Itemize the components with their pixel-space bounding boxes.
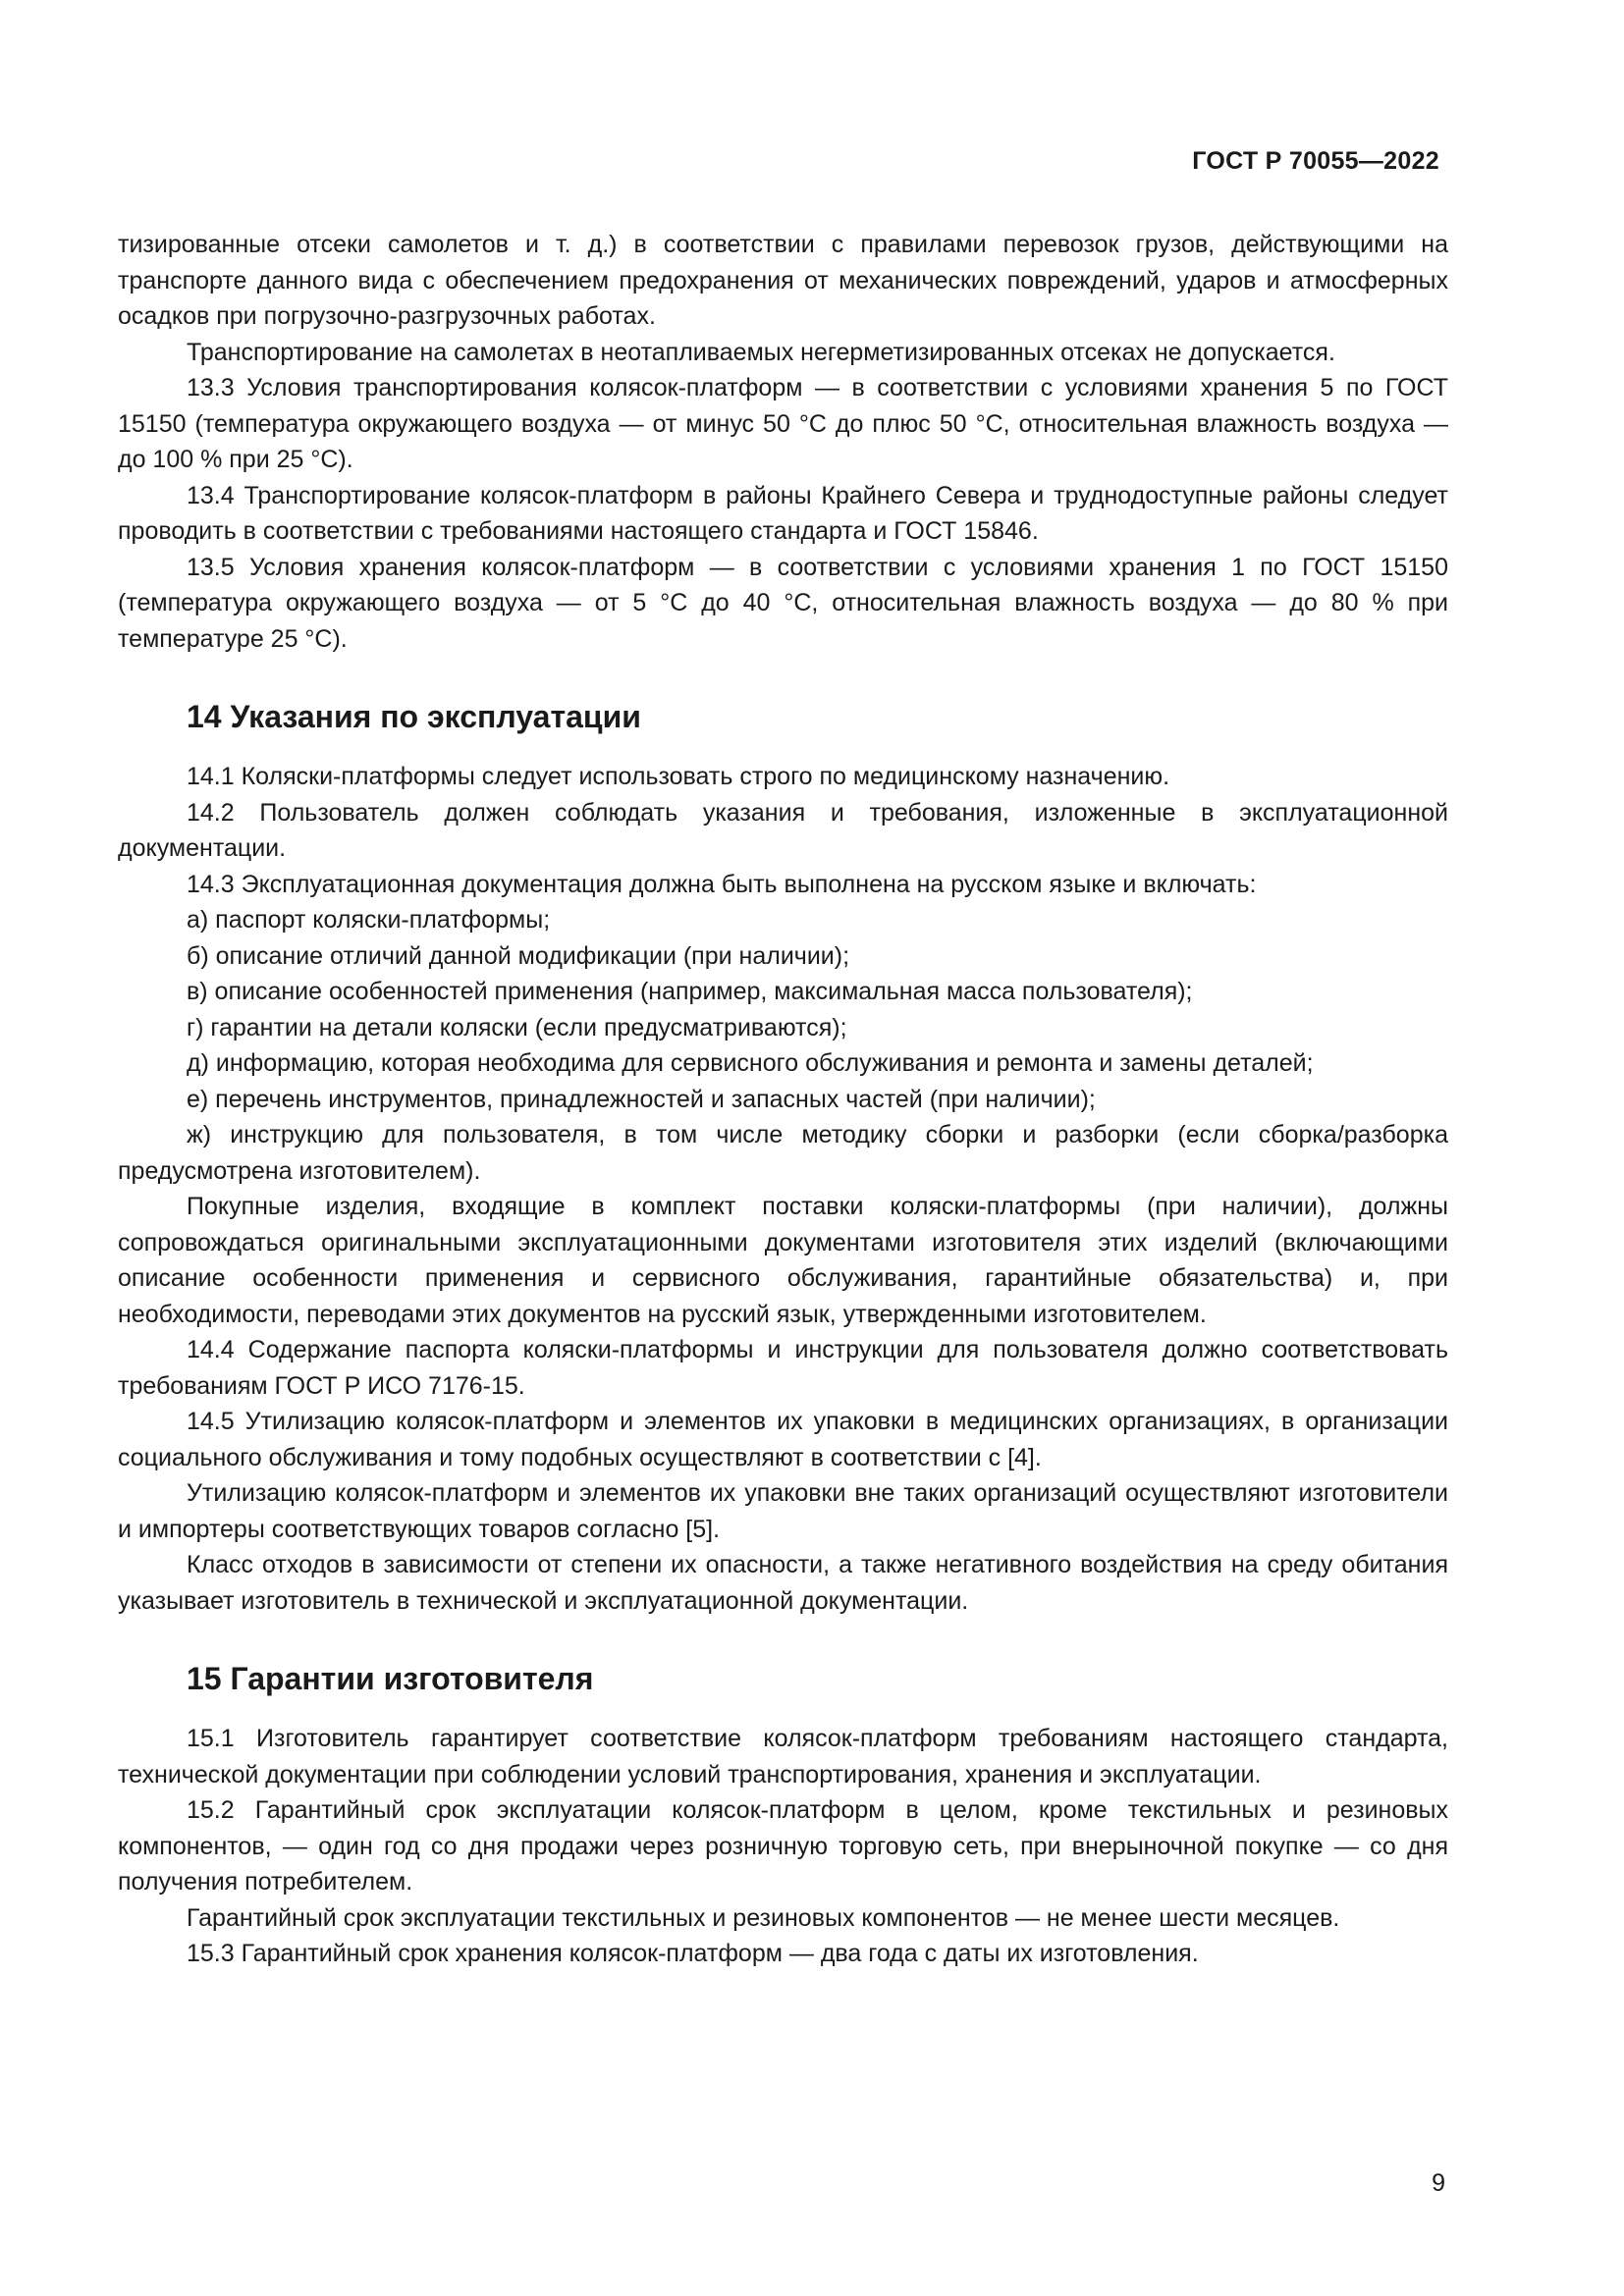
list-item-b: б) описание отличий данной модификации (при наличии); bbox=[187, 941, 850, 970]
page-body bbox=[118, 227, 1448, 1972]
clause-14-3: 14.3 Эксплуатационная документация должна быть выполнена на русском языке и включать: bbox=[187, 870, 1257, 898]
paragraph: Гарантийный срок эксплуатации текстильных и резиновых компонентов — не менее шести месяцев. bbox=[187, 1903, 1340, 1932]
clause-14-5: 14.5 Утилизацию колясок-платформ и элементов их упаковки в медицинских организациях, в организации социального обслуживания и тому подобных осуществляют в соответствии с [4]. bbox=[118, 1408, 1448, 1471]
clause-15-3: 15.3 Гарантийный срок хранения колясок-платформ — два года с даты их изготовления. bbox=[187, 1940, 1199, 1967]
list-item-v: в) описание особенностей применения (например, максимальная масса пользователя); bbox=[187, 978, 1193, 1005]
section-15-heading: 15 Гарантии изготовителя bbox=[187, 1661, 594, 1696]
paragraph: Класс отходов в зависимости от степени их опасности, а также негативного воздействия на среду обитания указывает изготовитель в технической и эксплуатационной документации. bbox=[118, 1551, 1448, 1615]
paragraph: Покупные изделия, входящие в комплект поставки коляски-платформы (при наличии), должны сопровождаться оригинальными эксплуатационными документами изготовителя этих изделий (включающими описание особенности применения и сервисного обслуживания, гарантийные обязательства) и, при необходимости, переводами этих документов на русский язык, утвержденными изготовителем. bbox=[118, 1193, 1448, 1328]
list-item-e: е) перечень инструментов, принадлежностей и запасных частей (при наличии); bbox=[187, 1085, 1096, 1113]
page-number: 9 bbox=[1432, 2169, 1445, 2197]
clause-14-1: 14.1 Коляски-платформы следует использовать строго по медицинскому назначению. bbox=[187, 763, 1170, 790]
list-item-a: а) паспорт коляски-платформы; bbox=[187, 906, 551, 934]
clause-13-5: 13.5 Условия хранения колясок-платформ — в соответствии с условиями хранения 1 по ГОСТ 15150 (температура окружающего воздуха — от 5 °С до 40 °С, относительная влажность воздуха — до 80 % при температуре 25 °С). bbox=[118, 553, 1448, 653]
paragraph: Транспортирование на самолетах в неотапливаемых негерметизированных отсеках не допускается. bbox=[187, 338, 1335, 366]
clause-14-4: 14.4 Содержание паспорта коляски-платформы и инструкции для пользователя должно соответствовать требованиям ГОСТ Р ИСО 7176-15. bbox=[118, 1336, 1448, 1400]
clause-15-1: 15.1 Изготовитель гарантирует соответствие колясок-платформ требованиям настоящего стандарта, технической документации при соблюдении условий транспортирования, хранения и эксплуатации. bbox=[118, 1725, 1448, 1789]
document-code: ГОСТ Р 70055—2022 bbox=[1192, 147, 1439, 175]
paragraph: Утилизацию колясок-платформ и элементов их упаковки вне таких организаций осуществляют изготовители и импортеры соответствующих товаров согласно [5]. bbox=[118, 1479, 1448, 1543]
list-item-zh: ж) инструкцию для пользователя, в том числе методику сборки и разборки (если сборка/разборка предусмотрена изготовителем). bbox=[118, 1121, 1448, 1185]
clause-13-3: 13.3 Условия транспортирования колясок-платформ — в соответствии с условиями хранения 5 по ГОСТ 15150 (температура окружающего воздуха — от минус 50 °С до плюс 50 °С, относительная влажность воздуха — до 100 % при 25 °С). bbox=[118, 374, 1448, 473]
list-item-g: г) гарантии на детали коляски (если предусматриваются); bbox=[187, 1013, 847, 1041]
clause-14-2: 14.2 Пользователь должен соблюдать указания и требования, изложенные в эксплуатационной документации. bbox=[118, 798, 1448, 862]
paragraph: тизированные отсеки самолетов и т. д.) в соответствии с правилами перевозок грузов, действующими на транспорте данного вида с обеспечением предохранения от механических повреждений, ударов и атмосферных осадков при погрузочно-разгрузочных работах. bbox=[118, 231, 1448, 330]
clause-13-4: 13.4 Транспортирование колясок-платформ в районы Крайнего Севера и труднодоступные районы следует проводить в соответствии с требованиями настоящего стандарта и ГОСТ 15846. bbox=[118, 481, 1448, 545]
clause-15-2: 15.2 Гарантийный срок эксплуатации колясок-платформ в целом, кроме текстильных и резиновых компонентов, — один год со дня продажи через розничную торговую сеть, при внерыночной покупке — со дня получения потребителем. bbox=[118, 1796, 1448, 1896]
list-item-d: д) информацию, которая необходима для сервисного обслуживания и ремонта и замены деталей; bbox=[187, 1049, 1314, 1077]
section-14-heading: 14 Указания по эксплуатации bbox=[187, 699, 641, 734]
